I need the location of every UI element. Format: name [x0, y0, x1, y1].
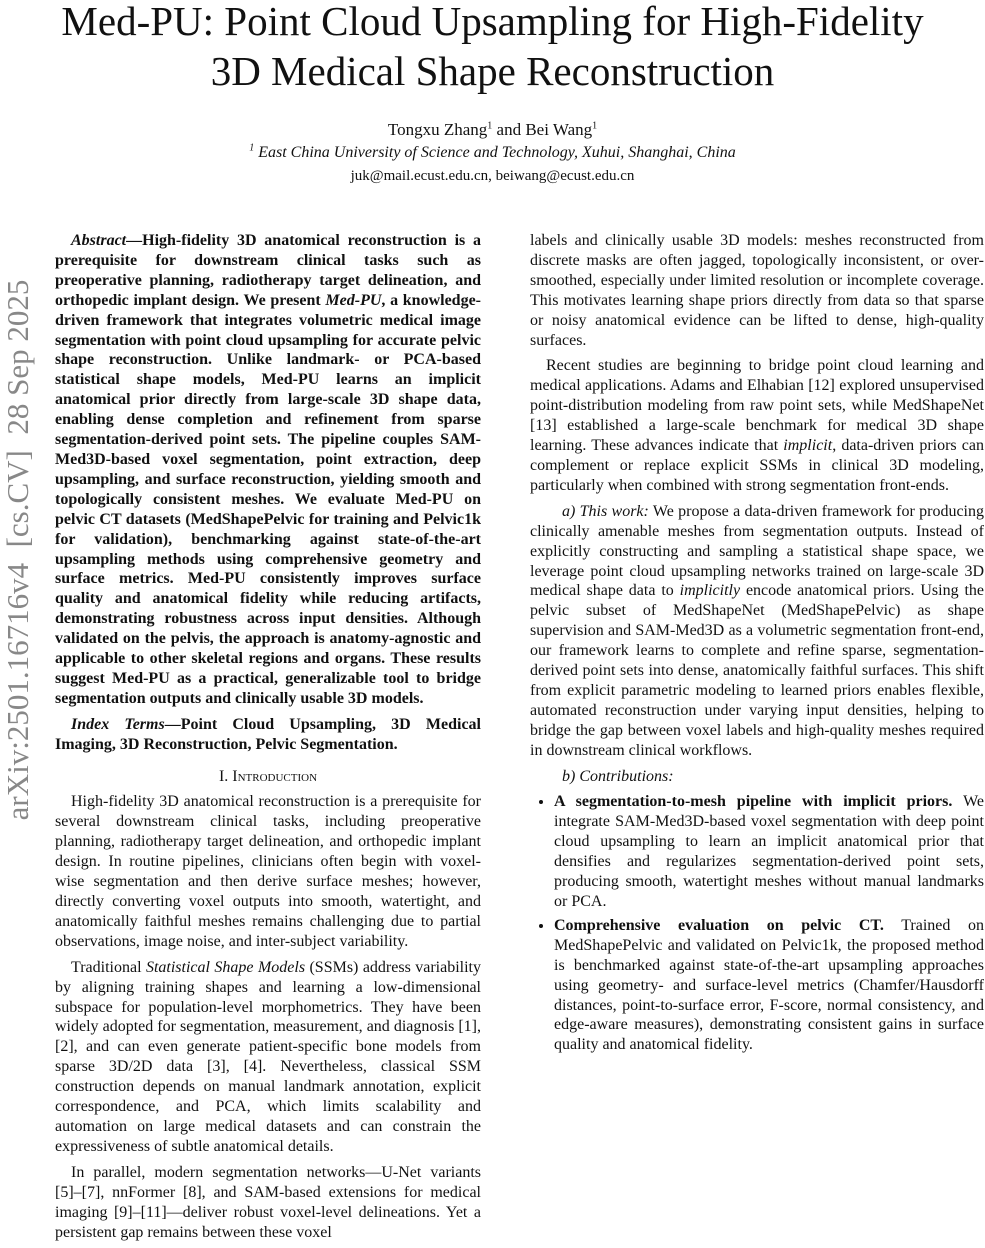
text: encode anatomical priors. Using the pelvic subset of MedShapeNet (MedShapePelvic) as shape supervision and SAM-Med3D as a volumetric segmentation front-end, our framework learns to complete and refine sparse, segmentation-derived point sets into dense, anatomically faithful surfaces. This shift from explicit parametric modeling to learned priors enables flexible, automated reconstruction under varying input densities, helping to bridge the gap between voxel labels and high-quality meshes required in downstream clinical workflows. [530, 582, 985, 759]
bullet-text: We integrate SAM-Med3D-based voxel segmentation with deep point cloud upsampling to learn an implicit anatomical prior that densifies and regularizes segmentation-derived point sets, producing smooth, watertight meshes without manual landmarks or PCA. [554, 793, 984, 910]
text-italic: implicitly [679, 582, 741, 600]
contributions-label: b) Contributions: [562, 767, 674, 785]
index-terms [55, 715, 481, 755]
intro-paragraph-3: In parallel, modern segmentation networks—U-Net variants [5]–[7], nnFormer [8], and SAM-based extensions for medical imaging [9]–[11]—deliver robust voxel-level delineations. Yet a persistent gap remains between these voxel [55, 1163, 481, 1241]
index-terms-label: Index Terms [71, 715, 165, 733]
author-1-affil: 1 [487, 120, 493, 132]
abstract-text-1: —High-fidelity 3D anatomical reconstruction is a prerequisite for downstream clinical tasks such as preoperative planning, radiotherapy target delineation, and orthopedic implant design. We present [55, 232, 481, 309]
affiliation [0, 143, 985, 163]
title-line-1: Med-PU: Point Cloud Upsampling for High-Fidelity [61, 0, 924, 44]
intro-paragraph-4: labels and clinically usable 3D models: meshes reconstructed from discrete masks are often jagged, topologically inconsistent, or over-smoothed, especially under limited resolution or incomplete coverage. This motivates learning shape priors directly from data so that sparse or noisy anatomical evidence can be lifted to dense, high-quality surfaces. [530, 232, 984, 349]
authors [0, 120, 985, 140]
text-italic: Statistical Shape Models [145, 958, 306, 976]
author-2-affil: 1 [592, 120, 598, 132]
intro-paragraph-1: High-fidelity 3D anatomical reconstruction is a prerequisite for several downstream clinical tasks, including preoperative planning, radiotherapy target delineation, and orthopedic implant design. In routine pipelines, clinicians often begin with voxel-wise segmentation and then derive surface meshes; however, directly converting voxel outputs into smooth, watertight, and anatomically faithful meshes remains challenging due to partial observations, image noise, and inter-subject variability. [55, 793, 481, 950]
bullet-lead: Comprehensive evaluation on pelvic CT. [554, 916, 884, 934]
section-heading-introduction: I. Introduction [218, 767, 318, 785]
right-column [530, 231, 984, 1059]
index-terms-text: —Point Cloud Upsampling, 3D Medical Imaging, 3D Reconstruction, Pelvic Segmentation. [55, 715, 482, 753]
intro-paragraph-2 [55, 958, 481, 1157]
affiliation-text: East China University of Science and Technology, Xuhui, Shanghai, China [258, 144, 736, 161]
text: Recent studies are beginning to bridge point cloud learning and medical applications. Adams and Elhabian [12] explored unsupervised point-distribution modeling from raw point sets, while MedShapeNet [13] established a large-scale benchmark for medical 3D shape learning. These advances indicate that [530, 357, 984, 455]
arxiv-identifier: arXiv:2501.16716v4 [cs.CV] 28 Sep 2025 [0, 279, 35, 821]
this-work-paragraph [530, 502, 984, 761]
text-italic: implicit [783, 437, 833, 455]
text: , data-driven priors can complement or replace explicit SSMs in clinical 3D modeling, particularly when combined with strong segmentation front-ends. [530, 437, 984, 494]
bullet-lead: A segmentation-to-mesh pipeline with implicit priors. [554, 793, 953, 811]
bullet-text: Trained on MedShapePelvic and validated on Pelvic1k, the proposed method is benchmarked against state-of-the-art upsampling approaches using geometry- and surface-level metrics (Chamfer/Hausdorff distances, point-to-surface error, F-score, normal consistency, and edge-aware measures), demonstrating consistent gains in surface quality and anatomical fidelity. [554, 916, 984, 1054]
author-2: Bei Wang [525, 120, 593, 139]
abstract-label: Abstract [71, 232, 127, 249]
emails[interactable]: juk@mail.ecust.edu.cn, beiwang@ecust.edu.cn [350, 168, 635, 184]
authors-and: and [496, 120, 522, 139]
list-item [554, 792, 984, 911]
author-1: Tongxu Zhang [387, 120, 488, 139]
contributions-list [530, 792, 984, 1055]
text: Traditional [71, 958, 146, 976]
this-work-label: a) This work: [562, 502, 649, 520]
affil-mark: 1 [249, 142, 255, 154]
left-column [55, 231, 481, 1248]
abstract [55, 231, 481, 709]
abstract-text-2: , a knowledge-driven framework that integrates volumetric medical image segmentation with point cloud upsampling for accurate pelvic shape reconstruction. Unlike landmark- or PCA-based statistical shape models, Med-PU learns an implicit anatomical prior directly from large-scale 3D shape data, enabling dense completion and refinement from sparse segmentation-derived point sets. The pipeline couples SAM-Med3D-based voxel segmentation, point extraction, deep upsampling, and surface reconstruction, yielding smooth and topologically consistent meshes. We evaluate Med-PU on pelvic CT datasets (MedShapePelvic for training and Pelvic1k for validation), benchmarking against state-of-the-art upsampling methods using comprehensive geometry and surface metrics. Med-PU consistently improves surface quality and anatomical fidelity while reducing artifacts, demonstrating robustness across input densities. Although validated on the pelvis, the approach is anatomy-agnostic and applicable to other skeletal regions and organs. These results suggest Med-PU as a practical, generalizable tool to bridge segmentation outputs and clinically usable 3D models. [55, 291, 482, 707]
paper-title [0, 0, 985, 96]
intro-paragraph-5 [530, 356, 984, 495]
title-line-2: 3D Medical Shape Reconstruction [210, 48, 775, 94]
method-name: Med-PU [325, 291, 382, 309]
list-item [554, 916, 984, 1055]
text: We propose a data-driven framework for producing clinically amenable meshes from segmentation outputs. Instead of explicitly constructing and sampling a statistical shape space, we leverage point cloud upsampling networks trained on large-scale 3D medical shape data to [530, 502, 984, 600]
text: (SSMs) address variability by aligning training shapes and learning a low-dimensional subspace for population-level morphometrics. They have been widely adopted for segmentation, measurement, and diagnosis [1], [2], and can even generate patient-specific bone models from sparse 3D/2D data [3], [4]. Nevertheless, classical SSM construction depends on manual landmark annotation, explicit correspondence, and PCA, which limits scalability and automation on large medical datasets and can constrain the expressiveness of subtle anatomical details. [55, 958, 482, 1155]
